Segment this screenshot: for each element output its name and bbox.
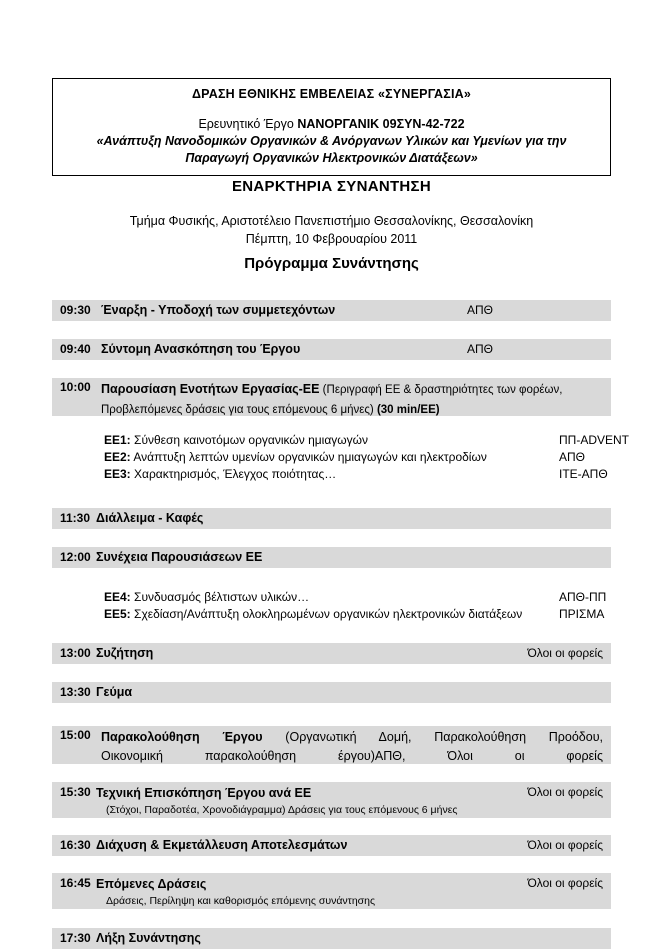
agenda-row — [52, 873, 611, 909]
row-gap — [52, 623, 611, 643]
row-gap — [52, 764, 611, 782]
row-gap — [52, 664, 611, 682]
row-title: Σύντομη Ανασκόπηση του Έργου — [101, 342, 301, 356]
row-title: Έναρξη - Υποδοχή των συμμετεχόντων — [101, 303, 336, 317]
ee-code: ΕΕ2: — [104, 450, 131, 464]
row-owner: Όλοι οι φορείς — [527, 838, 603, 852]
ee-code: ΕΕ3: — [104, 467, 131, 481]
agenda-row — [52, 339, 611, 360]
agenda-row — [52, 547, 611, 568]
project-line — [59, 116, 604, 133]
row-gap — [52, 568, 611, 589]
row-title: Γεύμα — [96, 685, 133, 699]
row-gap — [52, 703, 611, 726]
row-gap — [52, 360, 611, 378]
row-title-rest: (Οργανωτική Δομή, Παρακολούθηση Προόδου, — [262, 730, 604, 744]
ee-owner: ΠΠ-ADVENT — [559, 433, 630, 447]
row-note-2: Προβλεπόμενες δράσεις για τους επόμενους 6 μήνες) — [101, 404, 377, 416]
row-title-line-2 — [101, 747, 603, 766]
row-title: Συζήτηση — [96, 646, 154, 660]
row-note: Δράσεις, Περίληψη και καθορισμός επόμενης συνάντησης — [106, 895, 376, 907]
row-title: Διάλλειμα - Καφές — [96, 511, 204, 525]
header-box — [52, 78, 611, 176]
ee-text: Σύνθεση καινοτόμων οργανικών ημιαγωγών — [130, 433, 369, 447]
row-note: (Στόχοι, Παραδοτέα, Χρονοδιάγραμμα) Δράσεις για τους επόμενους 6 μήνες — [106, 804, 458, 816]
row-note-2-bold: (30 min/EE) — [376, 404, 440, 416]
ee-list-2 — [104, 589, 611, 623]
venue-location: Τμήμα Φυσικής, Αριστοτέλειο Πανεπιστήμιο Θεσσαλονίκης, Θεσσαλονίκη — [129, 214, 534, 228]
agenda-row — [52, 643, 611, 664]
row-time: 16:45 — [60, 876, 91, 890]
row-time: 15:30 — [60, 785, 91, 799]
row-time: 16:30 — [60, 838, 91, 852]
agenda-row — [52, 835, 611, 856]
action-title: ΔΡΑΣΗ ΕΘΝΙΚΗΣ ΕΜΒΕΛΕΙΑΣ «ΣΥΝΕΡΓΑΣΙΑ» — [191, 87, 472, 101]
row-gap — [52, 909, 611, 928]
ee-code: ΕΕ1: — [104, 433, 131, 447]
row-gap — [52, 483, 611, 508]
row-title: Συνέχεια Παρουσιάσεων ΕΕ — [96, 550, 263, 564]
ee-owner: ΑΠΘ-ΠΠ — [559, 590, 607, 604]
venue-block — [52, 212, 611, 248]
ee-item — [104, 606, 611, 623]
ee-text: Συνδυασμός βέλτιστων υλικών… — [130, 590, 310, 604]
row-time: 13:30 — [60, 685, 91, 699]
agenda-row — [52, 782, 611, 818]
ee-owner: ΠΡΙΣΜΑ — [559, 607, 605, 621]
row-title: Επόμενες Δράσεις — [96, 877, 207, 891]
row-owner: Όλοι οι φορείς — [527, 876, 603, 890]
row-time: 13:00 — [60, 646, 91, 660]
agenda-row — [52, 508, 611, 529]
ee-owner: ΑΠΘ — [559, 450, 586, 464]
agenda-row — [52, 300, 611, 321]
project-prefix: Ερευνητικό Έργο — [198, 117, 298, 131]
row-title — [101, 380, 611, 420]
row-time: 09:40 — [60, 342, 91, 356]
row-time: 10:00 — [60, 380, 91, 394]
ee-owner: ΙΤΕ-ΑΠΘ — [559, 467, 608, 481]
ee-code: ΕΕ5: — [104, 607, 131, 621]
row-owner: Όλοι οι φορείς — [527, 646, 603, 660]
row-time: 09:30 — [60, 303, 91, 317]
agenda-row — [52, 378, 611, 416]
row-gap — [52, 818, 611, 835]
agenda-row — [52, 726, 611, 764]
row-time: 12:00 — [60, 550, 91, 564]
row-gap — [52, 321, 611, 339]
ee-item — [104, 432, 630, 449]
row-time: 11:30 — [60, 511, 91, 525]
ee-text: Χαρακτηρισμός, Έλεγχος ποιότητας… — [130, 467, 337, 481]
project-code: ΝΑΝΟΡΓΑΝΙΚ 09ΣΥΝ-42-722 — [297, 117, 465, 131]
row-title — [101, 728, 611, 766]
venue-date: Πέμπτη, 10 Φεβρουαρίου 2011 — [245, 232, 418, 246]
row-title-line-1 — [101, 728, 603, 747]
row-note-1: (Περιγραφή ΕΕ & δραστηριότητες των φορέων, — [319, 384, 563, 396]
ee-text: Σχεδίαση/Ανάπτυξη ολοκληρωμένων οργανικών ηλεκτρονικών διατάξεων — [130, 607, 523, 621]
ee-item — [104, 589, 611, 606]
agenda-row — [52, 928, 611, 949]
row-title: Διάχυση & Εκμετάλλευση Αποτελεσμάτων — [96, 838, 348, 852]
project-subtitle: «Ανάπτυξη Νανοδομικών Οργανικών & Ανόργανων Υλικών και Υμενίων για την Παραγωγή Οργανικών Ηλεκτρονικών Διατάξεων» — [96, 134, 567, 165]
ee-item — [104, 449, 611, 466]
row-title: Τεχνική Επισκόπηση Έργου ανά ΕΕ — [96, 786, 312, 800]
row-owner: ΑΠΘ — [466, 303, 493, 317]
agenda-row — [52, 682, 611, 703]
row-title: Λήξη Συνάντησης — [96, 931, 201, 945]
row-title-lead: Παρουσίαση Ενοτήτων Εργασίας-ΕΕ — [101, 382, 320, 396]
row-owner: ΑΠΘ — [466, 342, 493, 356]
row-line2-text: Οικονομική παρακολούθηση έργου) — [101, 749, 375, 763]
row-time: 15:00 — [60, 728, 91, 742]
program-title: Πρόγραμμα Συνάντησης — [244, 255, 419, 272]
agenda-table — [52, 300, 630, 949]
ee-text: Ανάπτυξη λεπτών υμενίων οργανικών ημιαγωγών και ηλεκτροδίων — [130, 450, 487, 464]
ee-code: ΕΕ4: — [104, 590, 131, 604]
row-gap — [52, 856, 611, 873]
ee-list-1 — [104, 432, 630, 483]
row-owner: Όλοι οι φορείς — [527, 785, 603, 799]
row-time: 17:30 — [60, 931, 91, 945]
ee-item — [104, 466, 611, 483]
row-gap — [52, 529, 611, 547]
row-owner: ΑΠΘ, Όλοι οι φορείς — [374, 749, 603, 763]
row-title-lead: Παρακολούθηση Έργου — [101, 730, 263, 744]
meeting-title: ΕΝΑΡΚΤΗΡΙΑ ΣΥΝΑΝΤΗΣΗ — [231, 178, 431, 195]
